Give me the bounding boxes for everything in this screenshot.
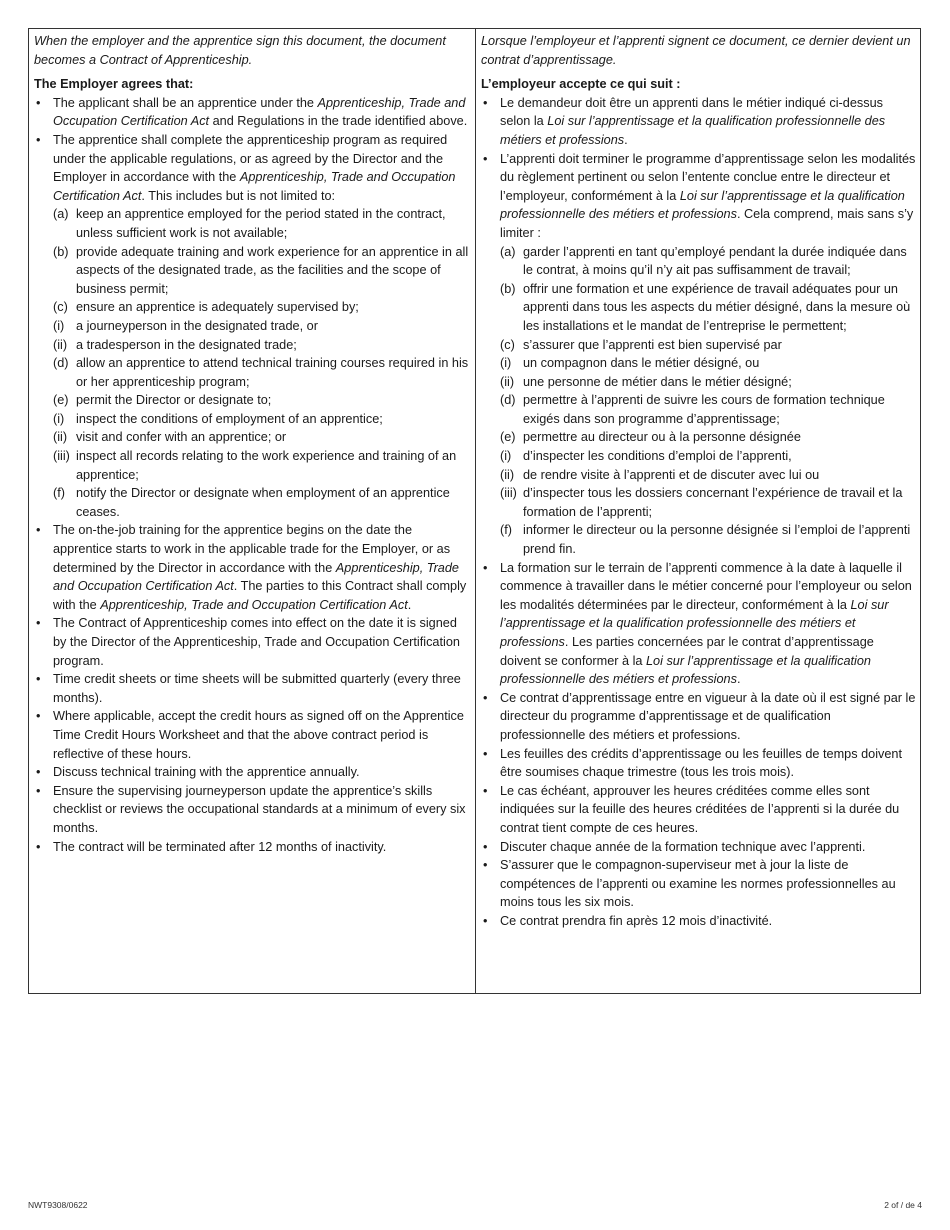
- text-segment: S’assurer que le compagnon-superviseur met à jour la liste de compétences de l’apprenti ou examine les normes professionnelles au moins tous les six mois.: [500, 858, 896, 910]
- item-text: garder l’apprenti en tant qu’employé pendant la durée indiquée dans le contrat, à moins qu’il n’y ait pas suffisamment de travail;: [523, 244, 907, 278]
- text-segment: La formation sur le terrain de l’apprenti commence à la date à laquelle il commence à travailler dans le métier concerné pour l’employeur ou selon les modalités déterminées par le directeur, conformément à la: [500, 560, 912, 612]
- sub-row: [500, 391, 916, 428]
- item-text: permit the Director or designate to;: [76, 393, 272, 408]
- bullet-text: [500, 782, 916, 838]
- sub-sub-list-item: [53, 336, 471, 355]
- sub-sub-list-item: [500, 484, 916, 521]
- bullet-text: [500, 559, 916, 689]
- text-segment: Le demandeur doit être un apprenti dans le métier indiqué ci-dessus selon la: [500, 95, 883, 129]
- sub-list-item: [53, 391, 471, 484]
- list-item: [481, 559, 916, 689]
- employer-obligations-list: [481, 94, 916, 931]
- section-heading: L’employeur accepte ce qui suit :: [481, 77, 681, 92]
- text-segment: and Regulations in the trade identified above.: [209, 114, 468, 129]
- sub-row: [53, 354, 471, 391]
- act-title: Apprenticeship, Trade and Occupation Certification Act: [100, 597, 408, 612]
- intro-text: Lorsque l’employeur et l’apprenti signent ce document, ce dernier devient un contrat d’apprentissage.: [481, 34, 911, 67]
- item-text: un compagnon dans le métier désigné, ou: [523, 356, 760, 371]
- text-segment: . The parties to this Contract shall comply with the: [53, 579, 467, 612]
- list-item: [34, 131, 471, 521]
- item-marker: (i): [53, 318, 65, 333]
- text-segment: Ce contrat d’apprentissage entre en vigueur à la date où il est signé par le directeur du programme d’apprentissage et de qualification professionnelle des métiers et professions.: [500, 690, 916, 742]
- item-marker: (iii): [500, 486, 517, 501]
- sub-list-item: [53, 298, 471, 354]
- sub-sub-list-item: [53, 317, 471, 336]
- section-heading: The Employer agrees that:: [34, 77, 194, 92]
- list-item: [34, 763, 471, 782]
- sub-sub-list-item: [500, 354, 916, 373]
- sub-row: [500, 428, 916, 447]
- sub-list-item: [500, 336, 916, 392]
- text-segment: The on-the-job training for the apprentice begins on the date the apprentice starts to work in the applicable trade for the Employer, or as determined by the Director in accordance with the: [53, 523, 451, 575]
- list-item: [34, 670, 471, 707]
- text-segment: Le cas échéant, approuver les heures créditées comme elles sont indiquées sur la feuille des heures créditées de l’apprenti si la durée du contrat tient compte de ces heures.: [500, 783, 900, 835]
- list-item: [34, 838, 471, 857]
- sub-sub-list: [500, 447, 916, 521]
- item-text: provide adequate training and work experience for an apprentice in all aspects of the designated trade, as the facilities and the scope of business permit;: [76, 244, 469, 296]
- act-title: Loi sur l’apprentissage et la qualification professionnelle des métiers et professions: [500, 114, 886, 147]
- bullet-text: [500, 838, 916, 857]
- item-marker: (b): [53, 244, 69, 259]
- item-marker: (ii): [500, 374, 515, 389]
- sub-sub-list-item: [500, 447, 916, 466]
- item-marker: (a): [500, 244, 516, 259]
- item-text: ensure an apprentice is adequately supervised by;: [76, 300, 359, 315]
- sub-sub-list: [53, 317, 471, 354]
- item-marker: (i): [53, 411, 65, 426]
- text-segment: Discuss technical training with the apprentice annually.: [53, 765, 360, 780]
- bullet-text: [53, 614, 471, 670]
- bullet-text: [500, 856, 916, 912]
- item-marker: (ii): [53, 337, 68, 352]
- item-marker: (i): [500, 449, 512, 464]
- list-item: [481, 745, 916, 782]
- item-text: visit and confer with an apprentice; or: [76, 430, 287, 445]
- list-item: [481, 689, 916, 745]
- sub-list-item: [500, 521, 916, 558]
- list-item: [481, 838, 916, 857]
- text-segment: . Cela comprend, mais sans s’y limiter :: [500, 207, 914, 240]
- sub-sub-list-item: [53, 428, 471, 447]
- item-text: a journeyperson in the designated trade, or: [76, 318, 318, 333]
- bullet-text: [53, 763, 471, 782]
- text-segment: Ce contrat prendra fin après 12 mois d’inactivité.: [500, 913, 773, 928]
- sub-row: [500, 521, 916, 558]
- bullet-text: [500, 150, 916, 243]
- item-text: keep an apprentice employed for the period stated in the contract, unless sufficient work is not available;: [76, 207, 446, 240]
- text-segment: .: [624, 132, 628, 147]
- list-item: [481, 150, 916, 559]
- item-text: notify the Director or designate when employment of an apprentice ceases.: [76, 486, 450, 519]
- item-text: inspect the conditions of employment of an apprentice;: [76, 411, 383, 426]
- text-segment: Ensure the supervising journeyperson update the apprentice’s skills checklist or reviews the occupational standards at a minimum of every six months.: [53, 783, 466, 835]
- list-item: [481, 912, 916, 931]
- list-item: [481, 856, 916, 912]
- item-text: allow an apprentice to attend technical training courses required in his or her apprenticeship program;: [76, 356, 469, 389]
- item-text: permettre au directeur ou à la personne désignée: [523, 430, 801, 445]
- act-title: Loi sur l’apprentissage et la qualification professionnelle des métiers et professions: [500, 188, 905, 222]
- item-marker: (d): [500, 393, 516, 408]
- sub-list: [53, 205, 471, 521]
- bullet-text: [500, 689, 916, 745]
- sub-list-item: [500, 280, 916, 336]
- bullet-text: [500, 94, 916, 150]
- sub-row: [53, 205, 471, 242]
- sub-list-item: [500, 391, 916, 428]
- sub-row: [500, 280, 916, 336]
- text-segment: .: [736, 672, 741, 687]
- list-item: [34, 707, 471, 763]
- list-item: [34, 94, 471, 131]
- text-segment: Discuter chaque année de la formation technique avec l’apprenti.: [500, 839, 866, 854]
- sub-row: [500, 243, 916, 280]
- sub-sub-list-item: [500, 466, 916, 485]
- sub-sub-list: [500, 354, 916, 391]
- item-marker: (b): [500, 281, 516, 296]
- sub-row: [53, 391, 471, 410]
- sub-row: [53, 484, 471, 521]
- list-item: [34, 614, 471, 670]
- text-segment: Les feuilles des crédits d’apprentissage ou les feuilles de temps doivent être soumises chaque trimestre (tous les trois mois).: [500, 746, 903, 780]
- text-segment: . Les parties concernées par le contrat d’apprentissage doivent se conformer à la: [500, 635, 874, 668]
- sub-sub-list-item: [53, 447, 471, 484]
- item-marker: (f): [53, 486, 65, 501]
- item-text: offrir une formation et une expérience de travail adéquates pour un apprenti dans tous les aspects du métier désigné, dans la mesure où les installations et le mandat de l’entreprise le permettent;: [523, 281, 911, 333]
- item-marker: (c): [53, 300, 68, 315]
- bullet-text: [500, 912, 916, 931]
- bullet-text: [53, 782, 471, 838]
- sub-sub-list-item: [53, 410, 471, 429]
- bullet-text: [53, 707, 471, 763]
- item-marker: (ii): [500, 467, 515, 482]
- text-segment: Time credit sheets or time sheets will be submitted quarterly (every three months).: [53, 672, 461, 705]
- sub-row: [500, 336, 916, 355]
- sub-list-item: [500, 428, 916, 521]
- item-marker: (iii): [53, 449, 70, 464]
- act-title: Loi sur l’apprentissage et la qualification professionnelle des métiers et professions: [500, 597, 889, 649]
- text-segment: The apprentice shall complete the apprenticeship program as required under the applicable regulations, or as agreed by the Director and the Employer in accordance with the: [53, 132, 448, 185]
- bullet-text: [53, 670, 471, 707]
- item-marker: (e): [500, 430, 516, 445]
- page-number: 2 of / de 4: [884, 1200, 922, 1210]
- bullet-text: [53, 131, 471, 205]
- text-segment: The Contract of Apprenticeship comes into effect on the date it is signed by the Director of the Apprenticeship, Trade and Occupation Certification program.: [53, 616, 460, 668]
- list-item: [34, 782, 471, 838]
- english-column: [29, 29, 476, 993]
- item-text: informer le directeur ou la personne désignée si l’emploi de l’apprenti prend fin.: [523, 523, 911, 557]
- french-column: [476, 29, 920, 993]
- text-segment: Where applicable, accept the credit hours as signed off on the Apprentice Time Credit Hours Worksheet and that the above contract period is reflective of these hours.: [53, 709, 464, 761]
- item-marker: (ii): [53, 430, 68, 445]
- sub-sub-list: [53, 410, 471, 484]
- sub-sub-list-item: [500, 373, 916, 392]
- text-segment: .: [407, 597, 412, 612]
- text-segment: . This includes but is not limited to:: [141, 188, 336, 203]
- text-segment: The contract will be terminated after 12 months of inactivity.: [53, 839, 387, 854]
- sub-list: [500, 243, 916, 559]
- item-text: d’inspecter tous les dossiers concernant l’expérience de travail et la formation de l’apprenti;: [523, 486, 903, 519]
- contract-table: [28, 28, 921, 994]
- item-text: de rendre visite à l’apprenti et de discuter avec lui ou: [523, 467, 820, 482]
- sub-list-item: [53, 354, 471, 391]
- bullet-text: [53, 521, 471, 614]
- act-title: Loi sur l’apprentissage et la qualification professionnelle des métiers et professions: [500, 653, 871, 687]
- form-code: NWT9308/0622: [28, 1200, 88, 1210]
- item-marker: (d): [53, 356, 69, 371]
- sub-list-item: [500, 243, 916, 280]
- item-marker: (c): [500, 337, 515, 352]
- sub-row: [53, 243, 471, 299]
- act-title: Apprenticeship, Trade and Occupation Certification Act: [53, 95, 466, 129]
- bullet-text: [500, 745, 916, 782]
- item-text: permettre à l’apprenti de suivre les cours de formation technique exigés dans son programme d’apprentissage;: [523, 393, 885, 426]
- bullet-text: [53, 838, 471, 857]
- bullet-text: [53, 94, 471, 131]
- text-segment: The applicant shall be an apprentice under the: [53, 95, 318, 110]
- list-item: [34, 521, 471, 614]
- intro-text: When the employer and the apprentice sign this document, the document becomes a Contract of Apprenticeship.: [34, 34, 446, 67]
- text-segment: L’apprenti doit terminer le programme d’apprentissage selon les modalités du règlement pertinent ou selon l’entente conclue entre le directeur et l’employeur, conformément à la: [500, 151, 916, 203]
- item-marker: (a): [53, 207, 69, 222]
- employer-obligations-list: [34, 94, 471, 856]
- act-title: Apprenticeship, Trade and Occupation Certification Act: [53, 560, 459, 594]
- item-marker: (f): [500, 523, 512, 538]
- item-marker: (i): [500, 356, 512, 371]
- sub-list-item: [53, 484, 471, 521]
- item-text: a tradesperson in the designated trade;: [76, 337, 297, 352]
- item-text: d’inspecter les conditions d’emploi de l’apprenti,: [523, 449, 792, 464]
- item-marker: (e): [53, 393, 69, 408]
- item-text: s’assurer que l’apprenti est bien supervisé par: [523, 337, 782, 352]
- sub-list-item: [53, 243, 471, 299]
- sub-list-item: [53, 205, 471, 242]
- sub-row: [53, 298, 471, 317]
- item-text: une personne de métier dans le métier désigné;: [523, 374, 792, 389]
- act-title: Apprenticeship, Trade and Occupation Certification Act: [53, 170, 456, 203]
- list-item: [481, 94, 916, 150]
- item-text: inspect all records relating to the work experience and training of an apprentice;: [76, 449, 457, 482]
- list-item: [481, 782, 916, 838]
